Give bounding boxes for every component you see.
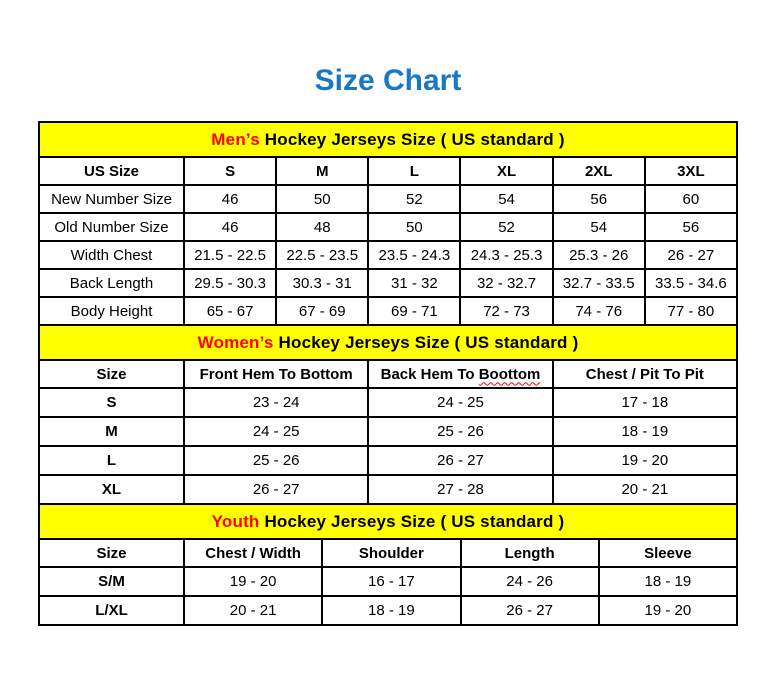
size-cell: 50	[368, 213, 460, 241]
size-cell: 25.3 - 26	[553, 241, 645, 269]
mens-banner-highlight: Men’s	[211, 129, 260, 149]
size-cell: 25 - 26	[184, 446, 368, 475]
size-cell: 69 - 71	[368, 297, 460, 325]
row-label: New Number Size	[39, 185, 184, 213]
table-row	[39, 297, 737, 325]
size-cell: 19 - 20	[553, 446, 737, 475]
table-row	[39, 596, 737, 625]
table-row	[39, 446, 737, 475]
row-label: XL	[39, 475, 184, 504]
table-row	[39, 475, 737, 504]
youth-header-row	[39, 539, 737, 567]
size-cell: 24 - 26	[461, 567, 599, 596]
size-cell: 23 - 24	[184, 388, 368, 417]
womens-header-row	[39, 360, 737, 388]
size-cell: 67 - 69	[276, 297, 368, 325]
mens-size-table	[38, 121, 738, 326]
column-header: Chest / Width	[184, 539, 322, 567]
size-cell: 54	[460, 185, 552, 213]
size-cell: 29.5 - 30.3	[184, 269, 276, 297]
table-row	[39, 185, 737, 213]
youth-banner	[39, 504, 737, 539]
size-cell: 56	[645, 213, 737, 241]
mens-banner-row	[39, 122, 737, 157]
column-header: L	[368, 157, 460, 185]
back-hem-misspelled-word: Boottom	[478, 365, 541, 383]
tables-container	[38, 121, 738, 626]
youth-banner-row	[39, 504, 737, 539]
womens-size-table	[38, 324, 738, 505]
table-row	[39, 567, 737, 596]
column-header: Sleeve	[599, 539, 737, 567]
size-cell: 25 - 26	[368, 417, 552, 446]
back-hem-prefix: Back Hem To	[380, 365, 479, 383]
column-header: S	[184, 157, 276, 185]
row-label: M	[39, 417, 184, 446]
womens-banner-row	[39, 325, 737, 360]
size-cell: 18 - 19	[553, 417, 737, 446]
size-cell: 24 - 25	[368, 388, 552, 417]
size-cell: 31 - 32	[368, 269, 460, 297]
size-cell: 23.5 - 24.3	[368, 241, 460, 269]
womens-banner-label: Hockey Jerseys Size ( US standard )	[273, 332, 579, 352]
table-row	[39, 388, 737, 417]
size-cell: 27 - 28	[368, 475, 552, 504]
size-cell: 19 - 20	[599, 596, 737, 625]
youth-size-table	[38, 503, 738, 626]
youth-banner-highlight: Youth	[211, 511, 260, 531]
column-header: Size	[39, 539, 184, 567]
size-cell: 54	[553, 213, 645, 241]
size-cell: 19 - 20	[184, 567, 322, 596]
womens-banner	[39, 325, 737, 360]
size-cell: 60	[645, 185, 737, 213]
column-header: Shoulder	[322, 539, 460, 567]
size-cell: 24 - 25	[184, 417, 368, 446]
row-label: L	[39, 446, 184, 475]
size-cell: 65 - 67	[184, 297, 276, 325]
size-cell: 32.7 - 33.5	[553, 269, 645, 297]
size-cell: 22.5 - 23.5	[276, 241, 368, 269]
row-label: Width Chest	[39, 241, 184, 269]
size-cell: 18 - 19	[322, 596, 460, 625]
mens-header-row	[39, 157, 737, 185]
size-cell: 21.5 - 22.5	[184, 241, 276, 269]
size-cell: 18 - 19	[599, 567, 737, 596]
size-cell: 26 - 27	[184, 475, 368, 504]
column-header: Length	[461, 539, 599, 567]
size-cell: 50	[276, 185, 368, 213]
size-cell: 46	[184, 185, 276, 213]
size-cell: 46	[184, 213, 276, 241]
column-header-misspelled	[368, 360, 552, 388]
size-cell: 74 - 76	[553, 297, 645, 325]
size-cell: 17 - 18	[553, 388, 737, 417]
size-cell: 24.3 - 25.3	[460, 241, 552, 269]
row-label: S	[39, 388, 184, 417]
size-cell: 33.5 - 34.6	[645, 269, 737, 297]
column-header: Chest / Pit To Pit	[553, 360, 737, 388]
column-header: 2XL	[553, 157, 645, 185]
column-header: Front Hem To Bottom	[184, 360, 368, 388]
row-label: Old Number Size	[39, 213, 184, 241]
size-cell: 48	[276, 213, 368, 241]
row-label: S/M	[39, 567, 184, 596]
size-cell: 77 - 80	[645, 297, 737, 325]
column-header: US Size	[39, 157, 184, 185]
youth-banner-label: Hockey Jerseys Size ( US standard )	[259, 511, 565, 531]
page-title: Size Chart	[314, 64, 462, 97]
table-row	[39, 213, 737, 241]
size-cell: 52	[368, 185, 460, 213]
mens-banner	[39, 122, 737, 157]
size-cell: 16 - 17	[322, 567, 460, 596]
size-cell: 56	[553, 185, 645, 213]
womens-banner-highlight: Women’s	[197, 332, 274, 352]
size-cell: 30.3 - 31	[276, 269, 368, 297]
column-header: Size	[39, 360, 184, 388]
size-cell: 26 - 27	[368, 446, 552, 475]
size-cell: 26 - 27	[645, 241, 737, 269]
column-header: 3XL	[645, 157, 737, 185]
table-row	[39, 417, 737, 446]
column-header: M	[276, 157, 368, 185]
mens-banner-label: Hockey Jerseys Size ( US standard )	[259, 129, 565, 149]
size-cell: 20 - 21	[184, 596, 322, 625]
size-cell: 26 - 27	[461, 596, 599, 625]
size-cell: 20 - 21	[553, 475, 737, 504]
row-label: L/XL	[39, 596, 184, 625]
table-row	[39, 269, 737, 297]
size-cell: 32 - 32.7	[460, 269, 552, 297]
table-row	[39, 241, 737, 269]
size-cell: 52	[460, 213, 552, 241]
row-label: Back Length	[39, 269, 184, 297]
row-label: Body Height	[39, 297, 184, 325]
column-header: XL	[460, 157, 552, 185]
size-cell: 72 - 73	[460, 297, 552, 325]
